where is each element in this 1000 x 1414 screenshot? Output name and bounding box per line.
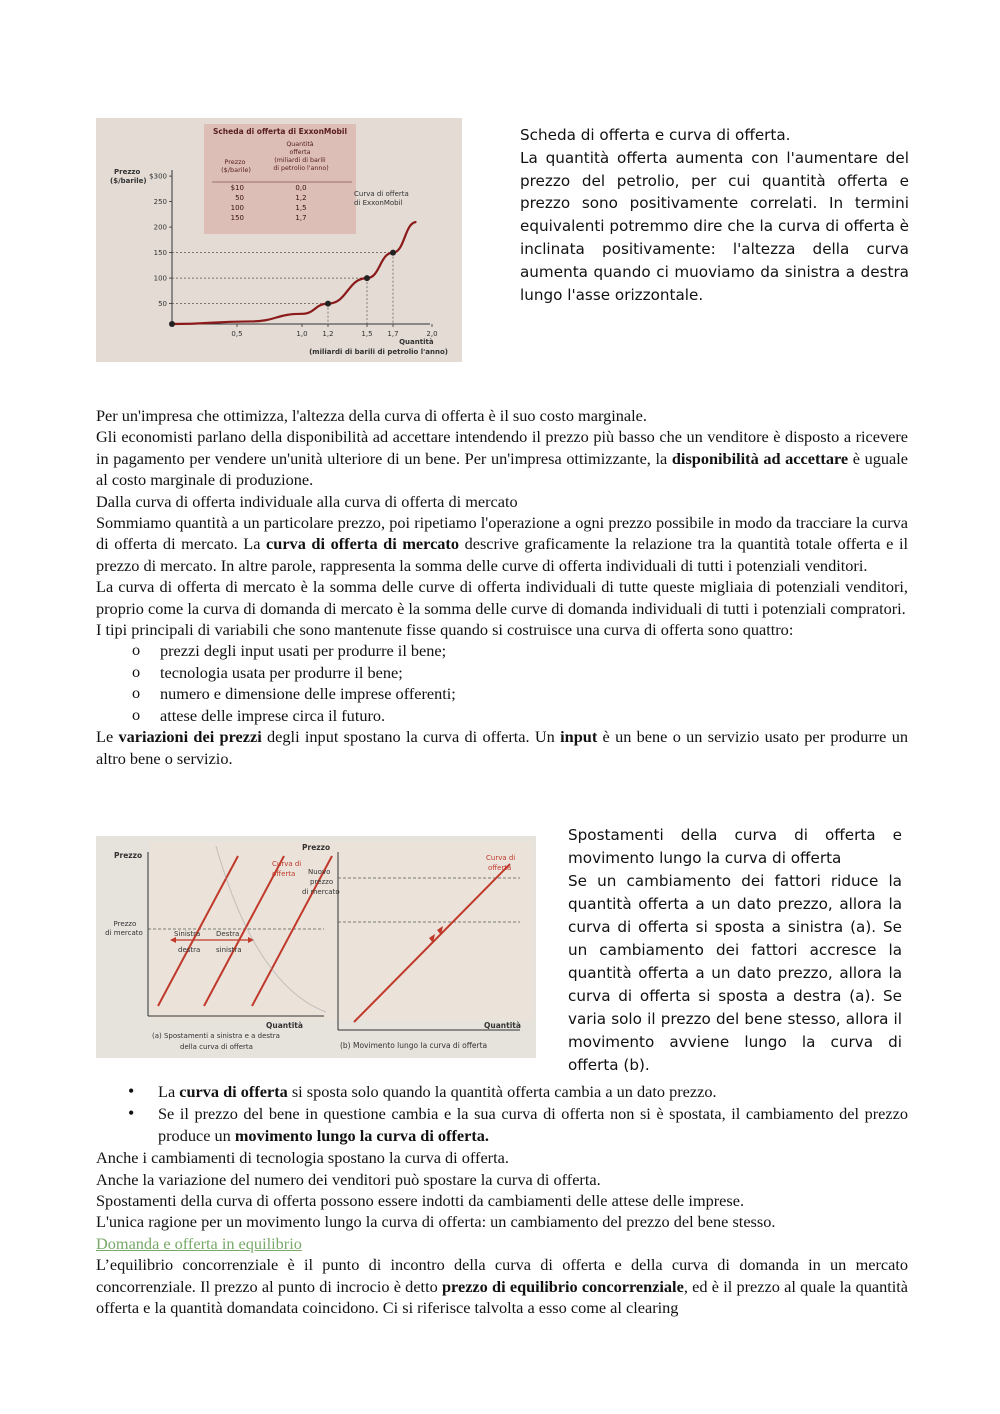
shift-right-label: Destra sinistra <box>216 930 242 954</box>
y-axis-label: Prezzo ($/barile) <box>110 168 147 185</box>
term-market-supply-curve: curva di offerta di mercato <box>266 534 459 554</box>
list-item: o attese delle imprese circa il futuro. <box>96 705 908 726</box>
y-tick-label: $300 <box>149 172 167 181</box>
equilibrium-link-paragraph <box>96 1233 908 1254</box>
table-cell-qty: 1,7 <box>295 214 307 222</box>
panel-a-qty-label: Quantità <box>266 1021 303 1030</box>
term-willingness-to-accept: disponibilità ad accettare <box>671 448 849 468</box>
schedule-table-panel <box>204 124 356 234</box>
table-cell-price: $10 <box>230 184 244 192</box>
x-tick-label: 1,0 <box>296 330 308 338</box>
list-item: o tecnologia usata per produrre il bene; <box>96 662 908 683</box>
supply-schedule-chart <box>96 118 462 362</box>
table-cell-price: 100 <box>230 204 244 212</box>
paragraph-market-supply: Sommiamo quantità a un particolare prezzo, poi ripetiamo l'operazione a ogni prezzo possibile in modo da tracciare la curva di offerta di mercato. La curva di offerta di mercato descrive graficamente la relazione tra la quantità totale offerta e il prezzo di mercato. In altre parole, rappresenta la somma delle curve di offerta individuali di tutti i potenziali venditori. <box>96 513 908 575</box>
term-price-changes: variazioni dei prezzi <box>118 727 262 747</box>
y-tick-label: 250 <box>153 198 167 207</box>
shift-bullets <box>96 1081 908 1146</box>
term-equilibrium-price: prezzo di equilibrio concorrenziale <box>441 1276 684 1296</box>
curve-label: Curva di offerta di ExxonMobil <box>354 190 409 207</box>
panel-b-new-price-label: Nuovo prezzo di mercato <box>302 868 340 896</box>
figure1-caption-text: La quantità offerta aumenta con l'aumentare del prezzo del petrolio, per cui quantità offerta e prezzo sono positivamente correlati. In termini equivalenti potremmo dire che la curva di offerta è inclinata positivamente: l'altezza della curva aumenta quando ci muoviamo da sinistra a destra lungo l'asse orizzontale. <box>520 148 909 304</box>
figure1-caption <box>520 124 909 306</box>
table-title: Scheda di offerta di ExxonMobil <box>212 127 348 136</box>
table-cell-price: 50 <box>235 194 244 202</box>
paragraph-expectations: Spostamenti della curva di offerta possono essere indotti da cambiamenti delle attese delle imprese. <box>96 1191 745 1211</box>
body-section-2 <box>96 1081 908 1318</box>
paragraph-input-prices: Le variazioni dei prezzi degli input spostano la curva di offerta. Un input è un bene o un servizio usato per produrre un altro bene o servizio. <box>96 727 908 768</box>
paragraph-fixed-variables: I tipi principali di variabili che sono mantenute fisse quando si costruisce una curva di offerta sono quattro: <box>96 620 794 640</box>
curve-point <box>169 321 175 327</box>
panel-b-qty-label: Quantità <box>484 1021 521 1030</box>
x-tick-label: 1,7 <box>387 330 399 338</box>
section-heading-market-supply: Dalla curva di offerta individuale alla curva di offerta di mercato <box>96 491 518 511</box>
curve-point <box>325 301 331 307</box>
paragraph-only-reason: L'unica ragione per un movimento lungo la curva di offerta: un cambiamento del prezzo del bene stesso. <box>96 1212 776 1232</box>
fixed-variables-list <box>96 640 908 726</box>
paragraph-sum-of-curves: La curva di offerta di mercato è la somma delle curve di offerta individuali di tutte queste migliaia di potenziali venditori, proprio come la curva di domanda di mercato è la somma delle curve di domanda individuali di tutti i potenziali compratori. <box>96 577 908 618</box>
x-tick-label: 1,5 <box>361 330 373 338</box>
list-item: o numero e dimensione delle imprese offerenti; <box>96 683 908 704</box>
curve-point <box>390 250 396 256</box>
figure2-caption <box>568 824 902 1077</box>
term-supply-curve: curva di offerta <box>179 1082 288 1101</box>
paragraph-sellers: Anche la variazione del numero dei venditori può spostare la curva di offerta. <box>96 1169 601 1189</box>
panel-a-market-price: Prezzo di mercato <box>105 920 143 937</box>
table-cell-qty: 1,5 <box>295 204 307 212</box>
figure2-caption-title: Spostamenti della curva di offerta e movimento lungo la curva di offerta <box>568 826 902 867</box>
term-movement-along: movimento lungo la curva di offerta. <box>234 1125 489 1145</box>
body-section-1 <box>96 405 908 769</box>
y-tick-label: 50 <box>158 300 167 309</box>
bullet-item: • La curva di offerta si sposta solo quando la quantità offerta cambia a un dato prezzo. <box>96 1081 908 1102</box>
panel-b-price-label: Prezzo <box>302 843 331 852</box>
x-axis-label: Quantità (miliardi di barili di petrolio l'anno) <box>309 338 448 356</box>
table-col-qty: Quantità offerta (miliardi di barili di petrolio l'anno) <box>273 141 329 172</box>
equilibrium-link[interactable]: Domanda e offerta in equilibrio <box>96 1233 302 1253</box>
bullet-item: • Se il prezzo del bene in questione cambia e la sua curva di offerta non si è spostata, il cambiamento del prezzo produce un movimento lungo la curva di offerta. <box>96 1103 908 1146</box>
panel-b-caption: (b) Movimento lungo la curva di offerta <box>340 1041 488 1050</box>
table-cell-price: 150 <box>230 214 244 222</box>
figure1-caption-title: Scheda di offerta e curva di offerta. <box>520 126 791 144</box>
curve-point <box>364 275 370 281</box>
table-cell-qty: 1,2 <box>295 194 307 202</box>
x-tick-label: 2,0 <box>426 330 438 338</box>
term-input: input <box>560 727 598 747</box>
table-col-price-l1: Prezzo <box>224 158 246 166</box>
paragraph-technology: Anche i cambiamenti di tecnologia spostano la curva di offerta. <box>96 1148 509 1168</box>
list-item: o prezzi degli input usati per produrre il bene; <box>96 640 908 661</box>
table-col-price <box>221 158 251 174</box>
table-cell-qty: 0,0 <box>295 184 307 192</box>
y-tick-label: 200 <box>153 223 167 232</box>
figure2-panel <box>150 842 532 1020</box>
paragraph-equilibrium: L’equilibrio concorrenziale è il punto di incontro della curva di offerta e della curva di domanda in un mercato concorrenziale. Il prezzo al punto di incrocio è detto prezzo di equilibrio concorrenziale, ed è il prezzo al quale la quantità offerta e la quantità domandata coincidono. Ci si riferisce talvolta a esso come al clearing <box>96 1255 909 1318</box>
panel-a-caption: (a) Spostamenti a sinistra e a destra della curva di offerta <box>152 1032 280 1051</box>
paragraph-willingness: Gli economisti parlano della disponibilità ad accettare intendendo il prezzo più basso che un venditore è disposto a ricevere in pagamento per vendere un'unità ulteriore di un bene. Per un'impresa ottimizzante, la disponibilità ad accettare è uguale al costo marginale di produzione. <box>96 427 909 490</box>
shift-left-label: Sinistra destra <box>174 930 201 954</box>
supply-schedule-figure <box>96 118 462 362</box>
panel-b-curve-label-a: Curva di offerta <box>272 860 302 878</box>
panel-b-curve-label-b: Curva di offerta <box>486 854 516 872</box>
x-tick-label: 1,2 <box>322 330 334 338</box>
x-tick-label: 0,5 <box>231 330 243 338</box>
paragraph-marginal-cost: Per un'impresa che ottimizza, l'altezza della curva di offerta è il suo costo marginale. <box>96 406 647 425</box>
panel-a-price-label: Prezzo <box>114 851 143 860</box>
figure2-caption-text: Se un cambiamento dei fattori riduce la quantità offerta a un dato prezzo, allora la curva di offerta si sposta a sinistra (a). Se un cambiamento dei fattori accresce la quantità offerta a un dato prezzo, allora la curva di offerta si sposta a destra (a). Se varia solo il prezzo del bene stesso, allora il movimento avviene lungo la curva di offerta (b). <box>568 872 902 1074</box>
y-tick-label: 100 <box>153 274 167 283</box>
y-tick-label: 150 <box>153 249 167 258</box>
supply-shift-chart <box>96 836 536 1058</box>
supply-shift-figure <box>96 836 536 1058</box>
table-col-price-l2: ($/barile) <box>221 166 251 174</box>
